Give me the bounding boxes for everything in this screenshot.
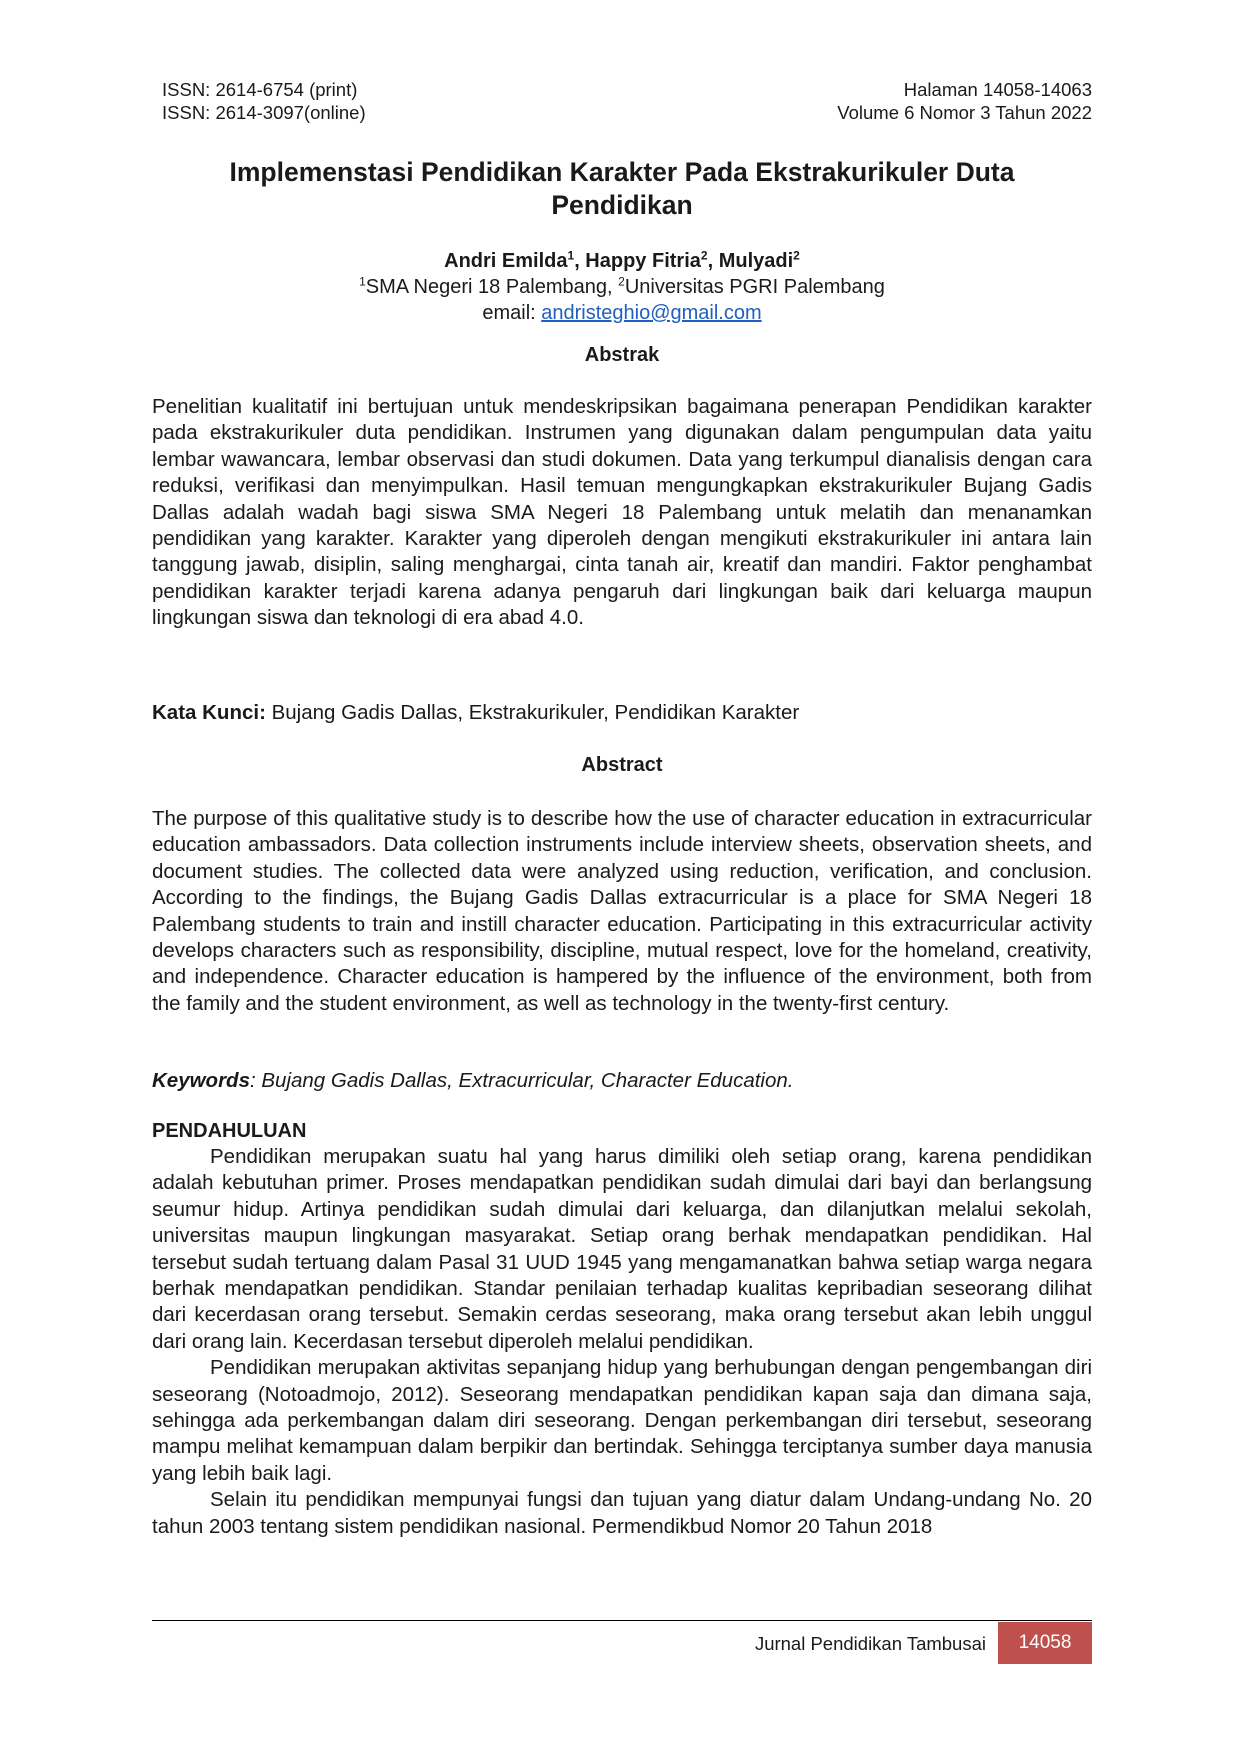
kata-kunci — [152, 700, 1092, 726]
intro-body — [152, 1144, 1092, 1540]
aff-2-sup: 2 — [618, 274, 625, 289]
author-1: Andri Emilda — [444, 250, 568, 272]
author-2-sup: 2 — [700, 248, 708, 263]
abstrak-text — [152, 394, 1092, 632]
keywords — [152, 1068, 1092, 1094]
intro-paragraph-1: Pendidikan merupakan suatu hal yang harus dimiliki oleh setiap orang, karena pendidikan adalah kebutuhan primer. Proses mendapatkan pendidikan sudah dimulai dari bayi dan berlangsung seumur hidup. Artinya pendidikan sudah dimulai dari keluarga, dan dilanjutkan melalui sekolah, universitas maupun lingkungan masyarakat. Setiap orang berhak mendapatkan pendidikan. Hal tersebut sudah tertuang dalam Pasal 31 UUD 1945 yang mengamanatkan bahwa setiap warga negara berhak mendapatkan pendidikan. Standar penilaian terhadap kualitas kepribadian seseorang dilihat dari kecerdasan orang tersebut. Semakin cerdas seseorang, maka orang tersebut akan lebih unggul dari orang lain. Kecerdasan tersebut diperoleh melalui pendidikan. — [152, 1145, 1092, 1353]
aff-1-sup: 1 — [359, 274, 366, 289]
author-names — [152, 248, 1092, 274]
issn-online: ISSN: 2614-3097(online) — [162, 102, 366, 123]
keywords-label: Keywords — [152, 1069, 250, 1092]
issn-block — [162, 78, 366, 124]
abstrak-heading: Abstrak — [584, 344, 660, 366]
paper-title — [152, 156, 1092, 222]
email-label: email: — [482, 302, 542, 324]
intro-paragraph-3: Selain itu pendidikan mempunyai fungsi dan tujuan yang diatur dalam Undang-undang No. 20 tahun 2003 tentang sistem pendidikan nasional. Permendikbud Nomor 20 Tahun 2018 — [152, 1488, 1092, 1538]
page-range: Halaman 14058-14063 — [903, 79, 1092, 100]
kata-kunci-text: Bujang Gadis Dallas, Ekstrakurikuler, Pendidikan Karakter — [265, 701, 800, 724]
paper-page — [152, 0, 1092, 1754]
aff-2: Universitas PGRI Palembang — [624, 276, 885, 298]
keywords-text: : Bujang Gadis Dallas, Extracurricular, Character Education. — [249, 1069, 794, 1092]
aff-1: SMA Negeri 18 Palembang, — [365, 276, 619, 298]
footer-divider — [152, 1620, 1092, 1621]
issn-print: ISSN: 2614-6754 (print) — [162, 79, 358, 100]
email-line — [152, 300, 1092, 326]
title-line-1: Implemenstasi Pendidikan Karakter Pada Ekstrakurikuler Duta — [229, 157, 1015, 187]
abstrak-paragraph: Penelitian kualitatif ini bertujuan untuk mendeskripsikan bagaimana penerapan Pendidikan karakter pada ekstrakurikuler duta pendidikan. Instrumen yang digunakan dalam pengumpulan data yaitu lembar wawancara, lembar observasi dan studi dokumen. Data yang terkumpul dianalisis dengan cara reduksi, verifikasi dan menyimpulkan. Hasil temuan mengungkapkan ekstrakurikuler Bujang Gadis Dallas adalah wadah bagi siswa SMA Negeri 18 Palembang untuk melatih dan menanamkan pendidikan yang karakter. Karakter yang diperoleh dengan mengikuti ekstrakurikuler ini antara lain tanggung jawab, disiplin, saling menghargai, cinta tanah air, kreatif dan mandiri. Faktor penghambat pendidikan karakter terjadi karena adanya pengaruh dari lingkungan baik dari keluarga maupun lingkungan siswa dan teknologi di era abad 4.0. — [152, 395, 1092, 630]
author-3: , Mulyadi — [707, 250, 794, 272]
author-3-sup: 2 — [793, 248, 800, 263]
section-heading-pendahuluan: PENDAHULUAN — [152, 1120, 307, 1142]
volume-block — [837, 78, 1092, 124]
email-link[interactable]: andristeghio@gmail.com — [541, 302, 762, 324]
intro-paragraph-2: Pendidikan merupakan aktivitas sepanjang hidup yang berhubungan dengan pengembangan diri seseorang (Notoadmojo, 2012). Seseorang mendapatkan pendidikan kapan saja dan dimana saja, sehingga ada perkembangan dalam diri seseorang. Dengan perkembangan diri tersebut, seseorang mampu melihat kemampuan dalam berpikir dan bertindak. Sehingga terciptanya sumber daya manusia yang lebih baik lagi. — [152, 1356, 1092, 1485]
author-1-sup: 1 — [567, 248, 575, 263]
author-2: , Happy Fitria — [574, 250, 701, 272]
volume-info: Volume 6 Nomor 3 Tahun 2022 — [837, 102, 1092, 123]
author-block — [152, 248, 1092, 326]
abstract-paragraph: The purpose of this qualitative study is to describe how the use of character education in extracurricular education ambassadors. Data collection instruments include interview sheets, observation sheets, and document studies. The collected data were analyzed using reduction, verification, and conclusion. According to the findings, the Bujang Gadis Dallas extracurricular is a place for SMA Negeri 18 Palembang students to train and instill character education. Participating in this extracurricular activity develops characters such as responsibility, discipline, mutual respect, love for the homeland, creativity, and independence. Character education is hampered by the influence of the environment, both from the family and the student environment, as well as technology in the twenty-first century. — [152, 807, 1092, 1015]
abstract-text — [152, 806, 1092, 1017]
footer-page-number: 14058 — [998, 1622, 1092, 1664]
title-line-2: Pendidikan — [551, 190, 693, 220]
kata-kunci-label: Kata Kunci: — [152, 701, 266, 724]
abstract-heading: Abstract — [581, 754, 663, 776]
footer-journal-name: Jurnal Pendidikan Tambusai — [754, 1633, 986, 1654]
affiliations — [152, 274, 1092, 300]
